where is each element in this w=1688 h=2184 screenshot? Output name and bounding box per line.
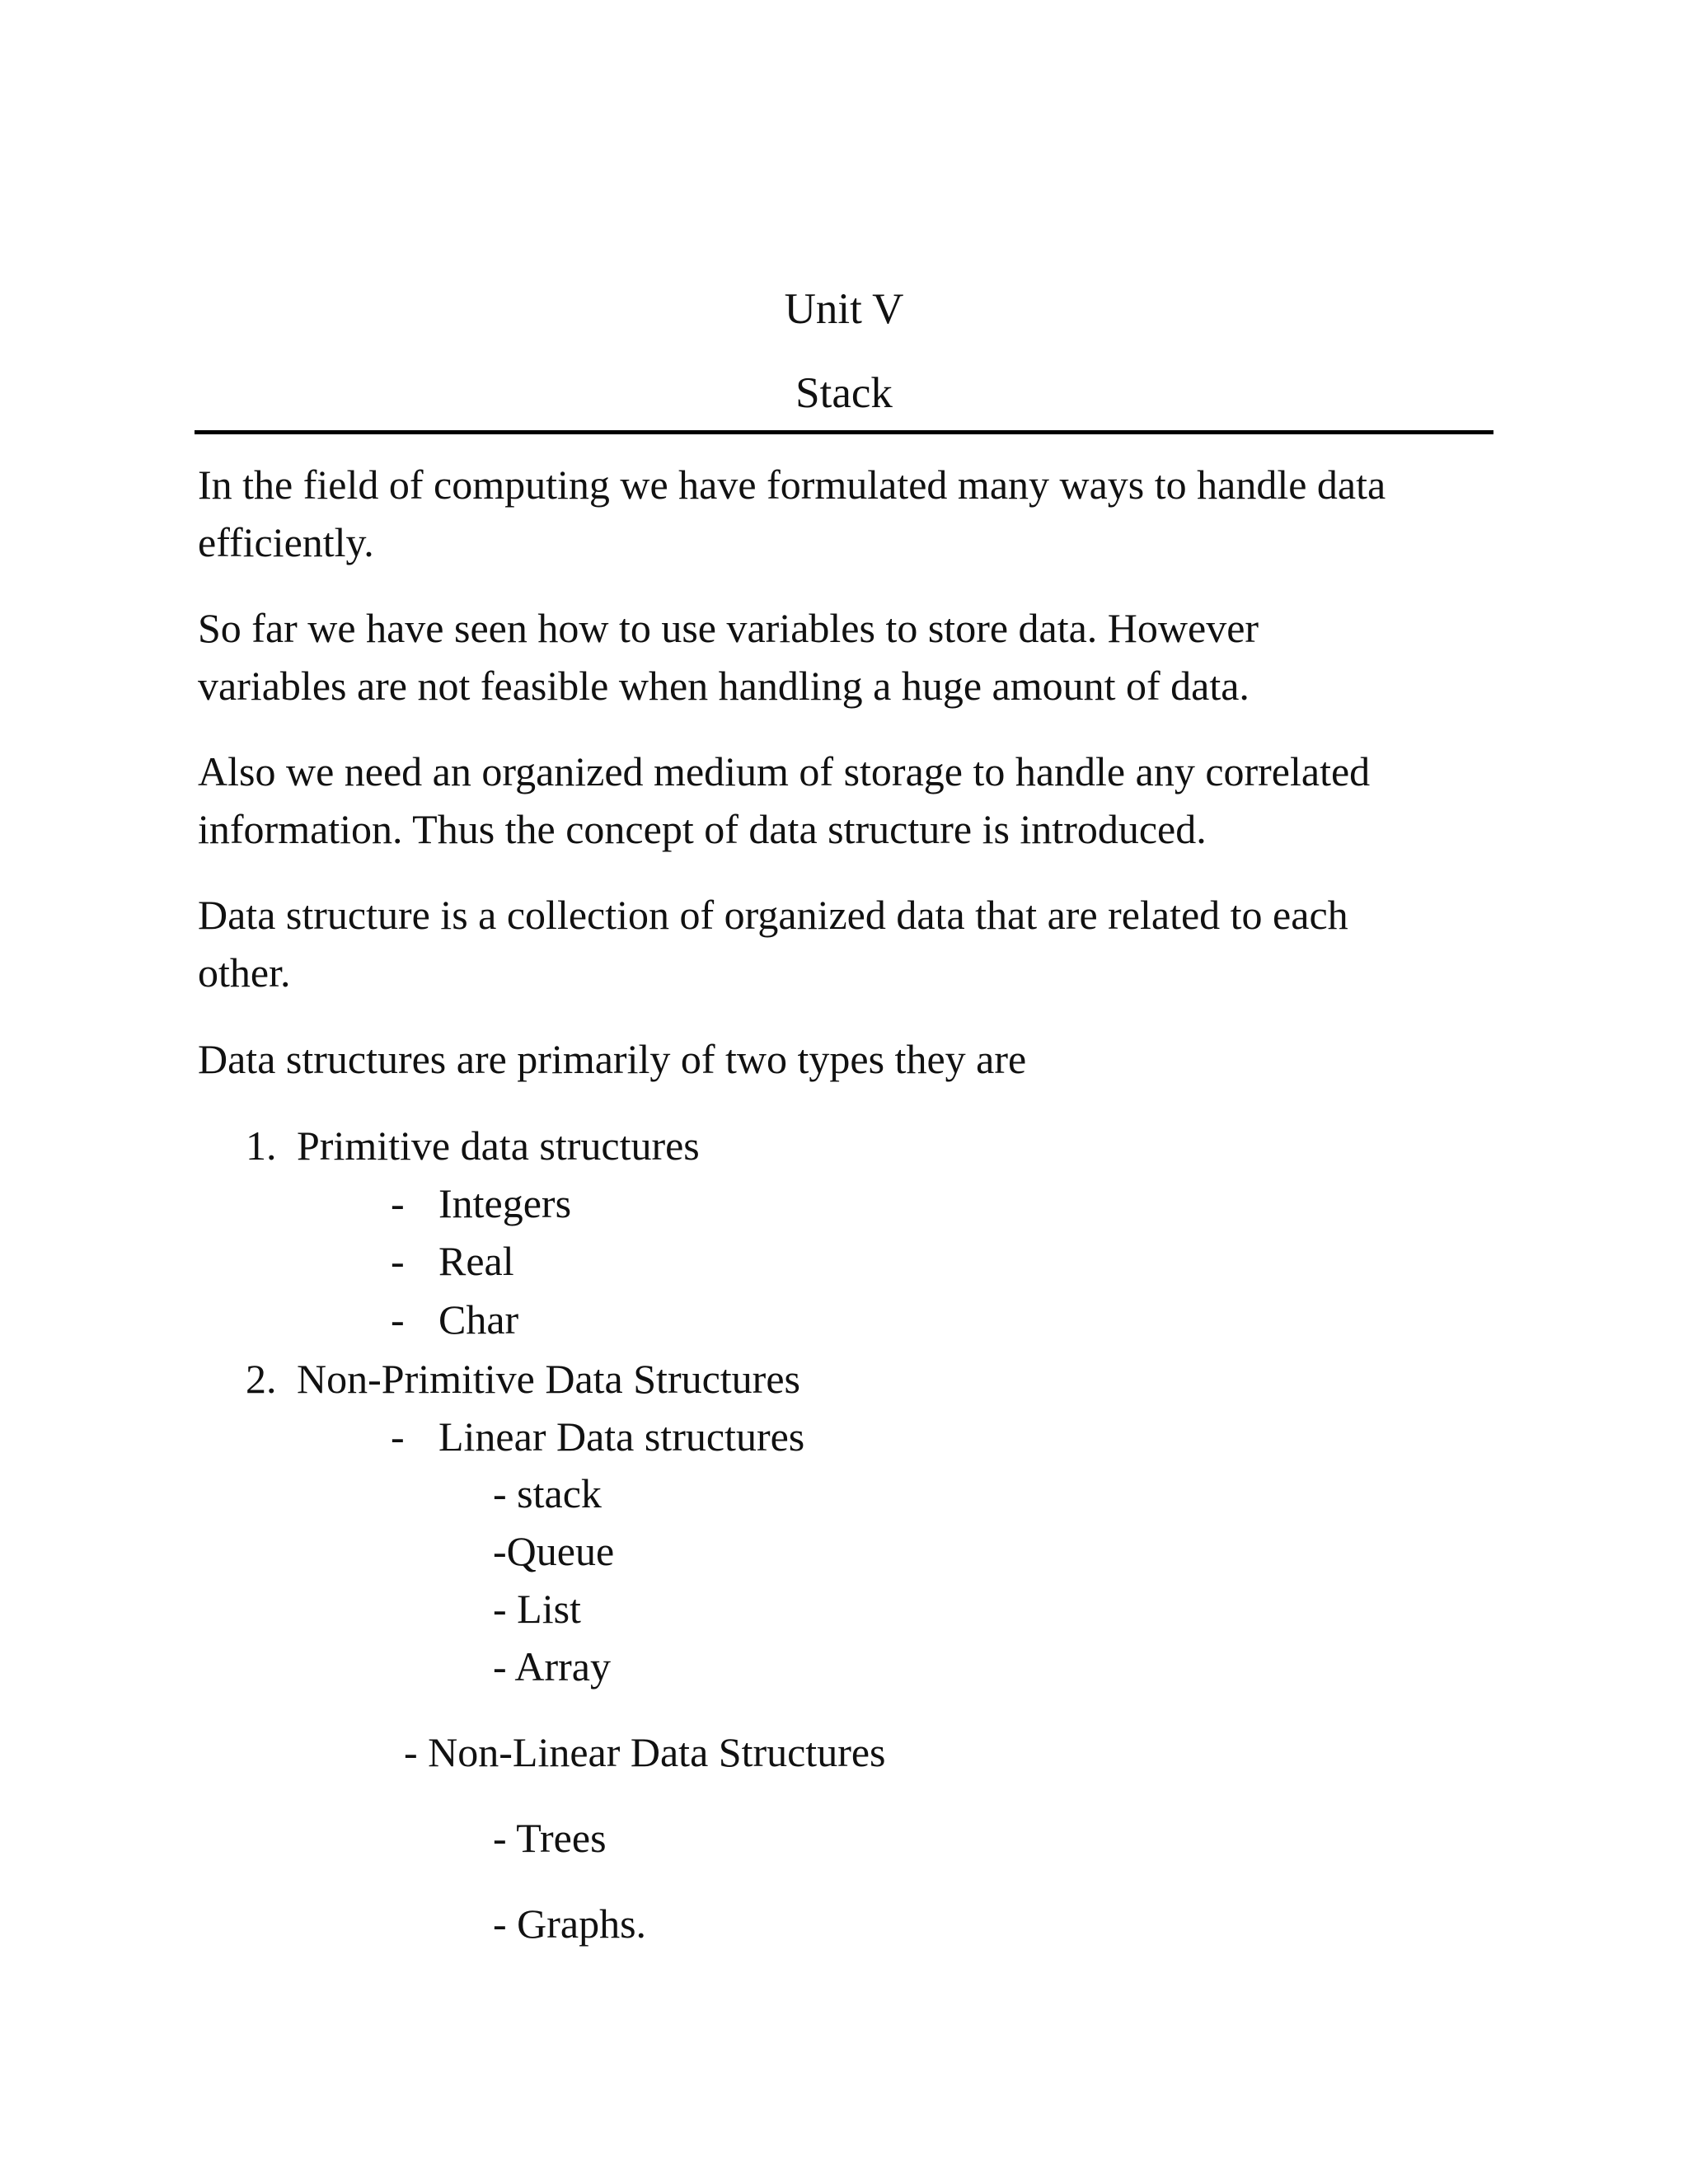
paragraph-4-line-2: other. [198,949,291,996]
title-divider [195,430,1493,434]
paragraph-3-line-2: information. Thus the concept of data structure is introduced. [198,806,1207,852]
linear-item-queue: -Queue [493,1528,615,1574]
linear-item-list: - List [493,1586,581,1632]
unit-heading: Unit V [784,285,904,333]
page-title: Stack [795,369,893,417]
list-item-1-number: 1. [246,1122,277,1169]
bullet-dash: - [391,1413,405,1460]
list-item-1-label: Primitive data structures [297,1122,700,1169]
paragraph-2-line-1: So far we have seen how to use variables to store data. However [198,605,1259,651]
list-item-2-number: 2. [246,1356,277,1402]
list-item-1-subitem-2: Real [438,1238,514,1284]
linear-item-stack: - stack [493,1470,602,1516]
bullet-dash: - [391,1180,405,1226]
paragraph-5-line-1: Data structures are primarily of two types they are [198,1036,1027,1082]
list-item-1-subitem-3: Char [438,1296,519,1343]
list-item-1-subitem-1: Integers [438,1180,572,1226]
linear-structures-label: Linear Data structures [438,1413,805,1460]
nonlinear-item-trees: - Trees [493,1815,607,1861]
bullet-dash: - [391,1238,405,1284]
list-item-2-label: Non-Primitive Data Structures [297,1356,800,1402]
linear-item-array: - Array [493,1643,611,1690]
nonlinear-item-graphs: - Graphs. [493,1900,647,1947]
paragraph-4-line-1: Data structure is a collection of organized data that are related to each [198,892,1348,938]
paragraph-1-line-1: In the field of computing we have formulated many ways to handle data [198,462,1386,508]
nonlinear-structures-label: - Non-Linear Data Structures [404,1729,886,1775]
paragraph-1-line-2: efficiently. [198,519,374,565]
paragraph-2-line-2: variables are not feasible when handling a huge amount of data. [198,663,1250,709]
paragraph-3-line-1: Also we need an organized medium of storage to handle any correlated [198,748,1371,794]
bullet-dash: - [391,1296,405,1343]
